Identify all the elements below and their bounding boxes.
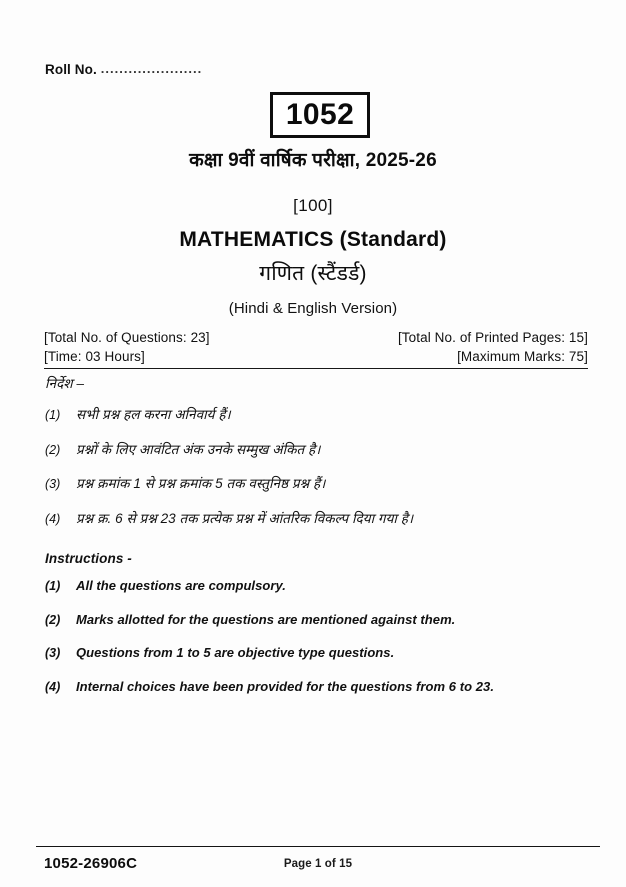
maximum-marks-label: [Maximum Marks: 75] <box>457 349 588 364</box>
instructions-list-hindi <box>45 405 592 543</box>
list-item <box>45 612 592 627</box>
exam-title-hindi: कक्षा 9वीं वार्षिक परीक्षा, 2025-26 <box>189 150 437 171</box>
meta-row-questions-pages <box>44 330 588 345</box>
instructions-heading-hindi: निर्देश – <box>45 376 85 391</box>
list-item-number: (2) <box>45 442 61 457</box>
instructions-heading-english: Instructions - <box>45 551 132 566</box>
list-item-number: (1) <box>45 579 61 593</box>
page-footer <box>40 855 596 879</box>
list-item-text: Marks allotted for the questions are mentioned against them. <box>76 611 456 627</box>
paper-serial-number: 1052-26906C <box>44 855 138 872</box>
list-item-text: प्रश्नों के लिए आवंटित अंक उनके सम्मुख अंकित है। <box>76 441 321 457</box>
list-item <box>45 474 592 492</box>
list-item-text: All the questions are compulsory. <box>76 578 286 593</box>
paper-code-value: 1052 <box>285 98 355 131</box>
list-item-number: (4) <box>45 511 61 526</box>
list-item-number: (1) <box>45 408 61 422</box>
paper-code-box <box>270 92 370 138</box>
total-questions-label: [Total No. of Questions: 23] <box>44 330 210 345</box>
list-item-number: (3) <box>45 646 61 660</box>
paper-set-code: [100] <box>293 196 333 215</box>
list-item-text: Internal choices have been provided for the questions from 6 to 23. <box>76 678 494 694</box>
list-item-text: प्रश्न क्र. 6 से प्रश्न 23 तक प्रत्येक प्रश्न में आंतरिक विकल्प दिया गया है। <box>76 510 414 526</box>
subject-title-english: MATHEMATICS (Standard) <box>179 228 447 251</box>
list-item-text: Questions from 1 to 5 are objective type questions. <box>76 645 395 660</box>
meta-row-time-marks <box>44 349 588 364</box>
exam-time-label: [Time: 03 Hours] <box>44 349 145 364</box>
subject-title-hindi: गणित (स्टैंडर्ड) <box>259 262 367 285</box>
roll-number-blank-line: ...................... <box>100 61 203 76</box>
list-item <box>45 440 592 458</box>
language-version-note: (Hindi & English Version) <box>228 300 398 317</box>
list-item-text: सभी प्रश्न हल करना अनिवार्य हैं। <box>76 407 231 422</box>
list-item-number: (3) <box>45 477 61 491</box>
roll-number-field <box>45 62 202 77</box>
instructions-list-english <box>45 578 592 712</box>
footer-divider <box>36 846 600 847</box>
list-item <box>45 578 592 593</box>
printed-pages-label: [Total No. of Printed Pages: 15] <box>397 330 588 345</box>
list-item-number: (2) <box>45 612 61 627</box>
list-item-number: (4) <box>45 679 61 694</box>
header-divider <box>44 368 588 369</box>
roll-number-label: Roll No. <box>45 62 97 77</box>
list-item-text: प्रश्न क्रमांक 1 से प्रश्न क्रमांक 5 तक वस्तुनिष्ठ प्रश्न हैं। <box>76 476 326 491</box>
page-indicator: Page 1 of 15 <box>283 858 353 870</box>
list-item <box>45 645 592 660</box>
list-item <box>45 405 592 423</box>
list-item <box>45 509 592 527</box>
list-item <box>45 679 592 694</box>
